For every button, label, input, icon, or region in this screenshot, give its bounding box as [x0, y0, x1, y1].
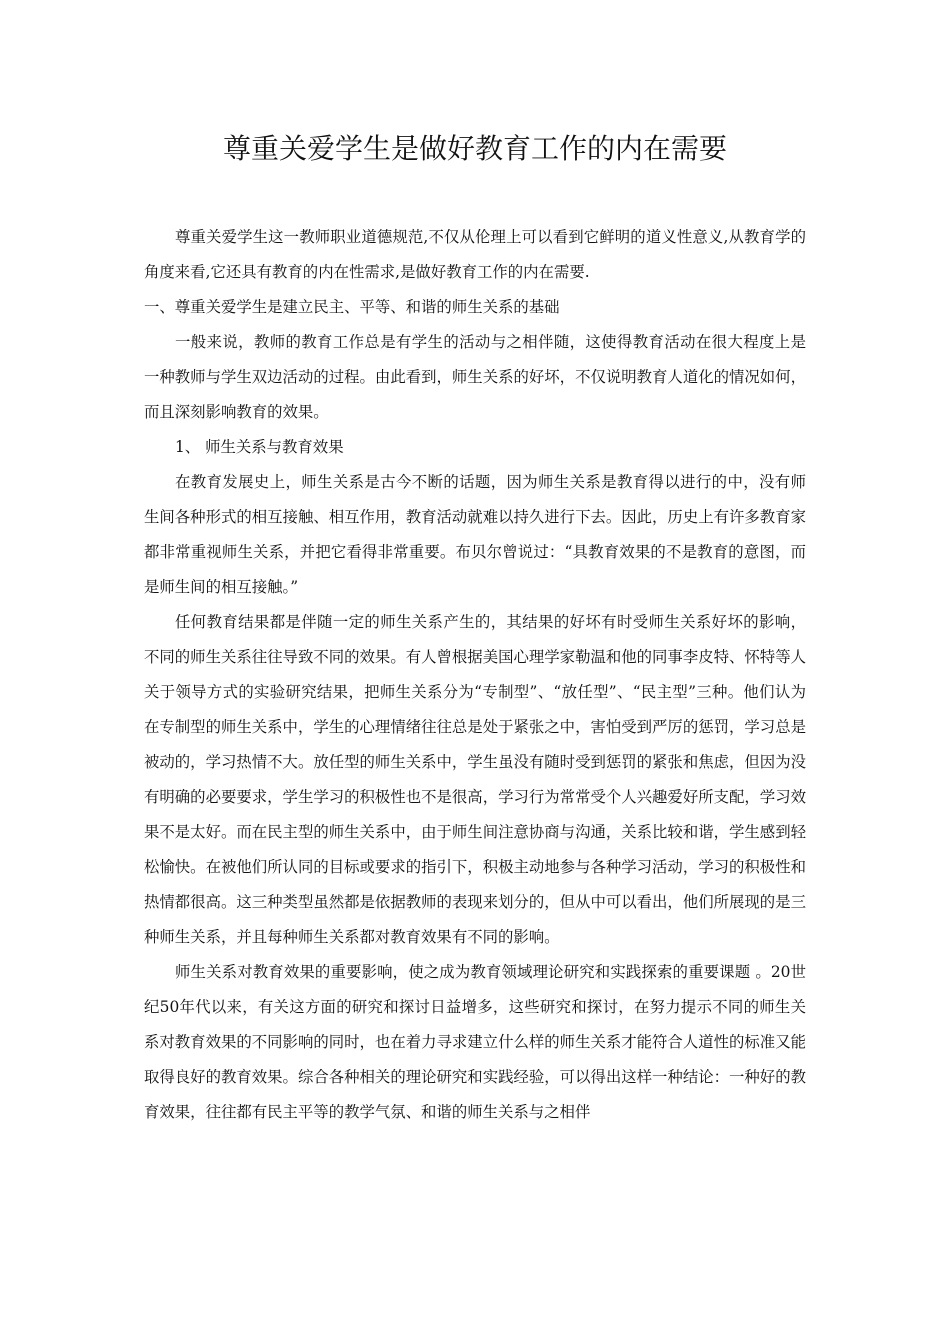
paragraph-history: 在教育发展史上，师生关系是古今不断的话题，因为师生关系是教育得以进行的中，没有师生间各种形式的相互接触、相互作用，教育活动就难以持久进行下去。因此，历史上有许多教育家都非常重视师生关系，并把它看得非常重要。布贝尔曾说过：“具教育效果的不是教育的意图，而是师生间的相互接触。”	[144, 473, 806, 596]
paragraph-overview: 一般来说，教师的教育工作总是有学生的活动与之相伴随，这使得教育活动在很大程度上是一种教师与学生双边活动的过程。由此看到，师生关系的好坏，不仅说明教育人道化的情况如何，而且深刻影响教育的效果。	[144, 333, 806, 421]
subsection-heading-1: 1、 师生关系与教育效果	[175, 438, 344, 456]
paragraph-research: 师生关系对教育效果的重要影响，使之成为教育领域理论研究和实践探索的重要课题 。20世纪50年代以来，有关这方面的研究和探讨日益增多，这些研究和探讨，在努力提示不同的师生关系对教育效果的不同影响的同时，也在着力寻求建立什么样的师生关系才能符合人道性的标准又能取得良好的教育效果。综合各种相关的理论研究和实践经验，可以得出这样一种结论：一种好的教育效果，往往都有民主平等的教学气氛、和谐的师生关系与之相伴	[144, 963, 806, 1121]
paragraph-intro: 尊重关爱学生这一教师职业道德规范,不仅从伦理上可以看到它鲜明的道义性意义,从教育学的角度来看,它还具有教育的内在性需求,是做好教育工作的内在需要.	[144, 228, 806, 281]
paragraph-relationship-types: 任何教育结果都是伴随一定的师生关系产生的，其结果的好坏有时受师生关系好坏的影响，不同的师生关系往往导致不同的效果。有人曾根据美国心理学家勒温和他的同事李皮特、怀特等人关于领导方式的实验研究结果，把师生关系分为“专制型”、“放任型”、“民主型”三种。他们认为在专制型的师生关系中，学生的心理情绪往往总是处于紧张之中，害怕受到严厉的惩罚，学习总是被动的，学习热情不大。放任型的师生关系中，学生虽没有随时受到惩罚的紧张和焦虑，但因为没有明确的必要要求，学生学习的积极性也不是很高，学习行为常常受个人兴趣爱好所支配，学习效果不是太好。而在民主型的师生关系中，由于师生间注意协商与沟通，关系比较和谐，学生感到轻松愉快。在被他们所认同的目标或要求的指引下，积极主动地参与各种学习活动，学习的积极性和热情都很高。这三种类型虽然都是依据教师的表现来划分的，但从中可以看出，他们所展现的是三种师生关系，并且每种师生关系都对教育效果有不同的影响。	[144, 613, 806, 946]
section-heading-1: 一、尊重关爱学生是建立民主、平等、和谐的师生关系的基础	[144, 298, 560, 316]
document-title: 尊重关爱学生是做好教育工作的内在需要	[222, 132, 727, 165]
document-body	[144, 220, 806, 1130]
